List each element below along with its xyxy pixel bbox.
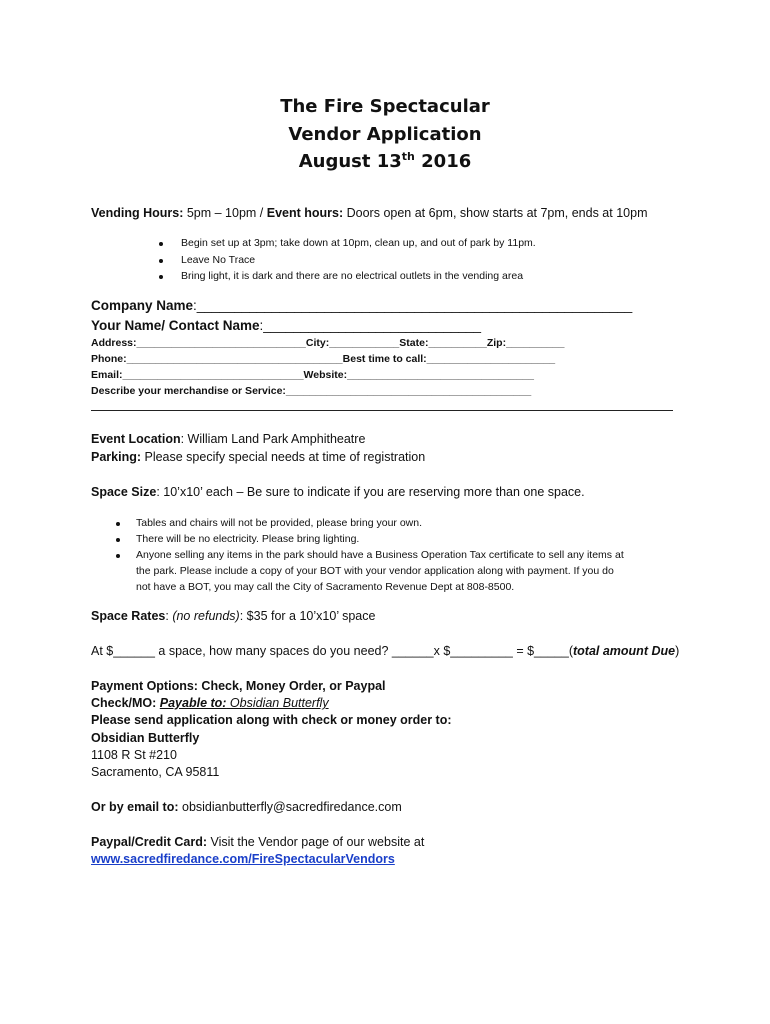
payable-to-value: Obsidian Butterfly xyxy=(226,696,329,710)
date-prefix: August 13 xyxy=(298,151,402,172)
company-name-label: Company Name xyxy=(91,298,194,313)
list-item: Tables and chairs will not be provided, please bring your own. xyxy=(136,517,422,529)
contact-name-label: Your Name/ Contact Name xyxy=(91,318,260,333)
space-rates-label: Space Rates xyxy=(91,609,166,623)
vending-hours-line xyxy=(91,206,647,220)
email-payment-address: obsidianbutterfly@sacredfiredance.com xyxy=(178,800,402,814)
parking-line xyxy=(91,450,425,464)
bullet-icon xyxy=(116,522,120,526)
phone-line-field[interactable]: Phone:_____________________________________Best time to call:______________________ xyxy=(91,353,556,365)
total-amount-label: total amount Due xyxy=(572,644,676,658)
event-location-line xyxy=(91,432,365,446)
email-payment-label: Or by email to: xyxy=(91,800,179,814)
recipient-name: Obsidian Butterfly xyxy=(91,731,200,745)
parking-value: Please specify special needs at time of registration xyxy=(141,450,426,464)
bullet-icon xyxy=(159,242,163,246)
paypal-line xyxy=(91,835,424,849)
space-rates-value: : $35 for a 10’x10’ space xyxy=(239,609,376,623)
address-line-field[interactable]: Address:_____________________________City:____________State:__________Zip:__________ xyxy=(91,337,565,349)
list-item: Bring light, it is dark and there are no electrical outlets in the vending area xyxy=(181,270,523,282)
list-item: Leave No Trace xyxy=(181,254,255,266)
payable-to-label: Payable to: xyxy=(159,696,227,710)
contact-name-blank[interactable]: :_____________________________ xyxy=(259,318,482,333)
event-hours-label: Event hours: xyxy=(266,206,344,220)
date-suffix: 2016 xyxy=(414,151,472,172)
recipient-city: Sacramento, CA 95811 xyxy=(91,765,220,779)
contact-name-field[interactable] xyxy=(91,318,481,333)
check-payable-line xyxy=(91,696,329,710)
website-link-row xyxy=(91,852,395,866)
bullet-icon xyxy=(159,275,163,279)
list-item: Begin set up at 3pm; take down at 10pm, clean up, and out of park by 11pm. xyxy=(181,237,536,249)
describe-line-field[interactable]: Describe your merchandise or Service:__________________________________________ xyxy=(91,385,532,397)
recipient-street: 1108 R St #210 xyxy=(91,748,177,762)
payment-options: Payment Options: Check, Money Order, or Paypal xyxy=(91,679,386,693)
event-location-value: : William Land Park Amphitheatre xyxy=(180,432,366,446)
email-payment-line xyxy=(91,800,402,814)
parking-label: Parking: xyxy=(91,450,142,464)
no-refunds-note: (no refunds) xyxy=(172,609,240,623)
title-date xyxy=(0,151,770,172)
space-size-value: : 10’x10’ each – Be sure to indicate if you are reserving more than one space. xyxy=(156,485,585,499)
bullet-icon xyxy=(159,259,163,263)
date-superscript: th xyxy=(401,150,415,163)
email-line-field[interactable]: Email:_______________________________Website:________________________________ xyxy=(91,369,534,381)
event-location-label: Event Location xyxy=(91,432,181,446)
describe-continuation-rule[interactable] xyxy=(91,410,673,411)
bullet-icon xyxy=(116,554,120,558)
cost-calculation-line[interactable]: At $______ a space, how many spaces do you need? ______x $_________ = $_____(total amount Due) xyxy=(91,644,680,658)
vending-hours-label: Vending Hours: xyxy=(91,206,184,220)
title-line-1: The Fire Spectacular xyxy=(280,96,490,117)
check-label: Check/MO: xyxy=(91,696,160,710)
cost-calculation-text[interactable]: At $______ a space, how many spaces do you need? ______x $_________ = $_____( xyxy=(91,644,573,658)
send-application-text: Please send application along with check or money order to: xyxy=(91,713,452,727)
space-size-label: Space Size xyxy=(91,485,157,499)
paypal-label: Paypal/Credit Card: xyxy=(91,835,208,849)
space-rates-line: Space Rates: (no refunds): $35 for a 10’x10’ space xyxy=(91,609,376,623)
paypal-value: Visit the Vendor page of our website at xyxy=(207,835,425,849)
list-item-continuation: not have a BOT, you may call the City of Sacramento Revenue Dept at 808-8500. xyxy=(136,581,515,593)
list-item-continuation: the park. Please include a copy of your BOT with your vendor application along with payment. If you do xyxy=(136,565,614,577)
event-hours-value: Doors open at 6pm, show starts at 7pm, ends at 10pm xyxy=(343,206,648,220)
title-line-2: Vendor Application xyxy=(288,124,482,145)
vending-hours-value: 5pm – 10pm / xyxy=(183,206,267,220)
list-item: Anyone selling any items in the park should have a Business Operation Tax certificate to sell any items at xyxy=(136,549,624,561)
company-name-blank[interactable]: :__________________________________________________________ xyxy=(193,298,633,313)
bullet-icon xyxy=(116,538,120,542)
list-item: There will be no electricity. Please bring lighting. xyxy=(136,533,359,545)
space-size-line xyxy=(91,485,585,499)
company-name-field[interactable] xyxy=(91,298,632,313)
vendor-website-link[interactable]: www.sacredfiredance.com/FireSpectacularVendors xyxy=(91,852,395,866)
